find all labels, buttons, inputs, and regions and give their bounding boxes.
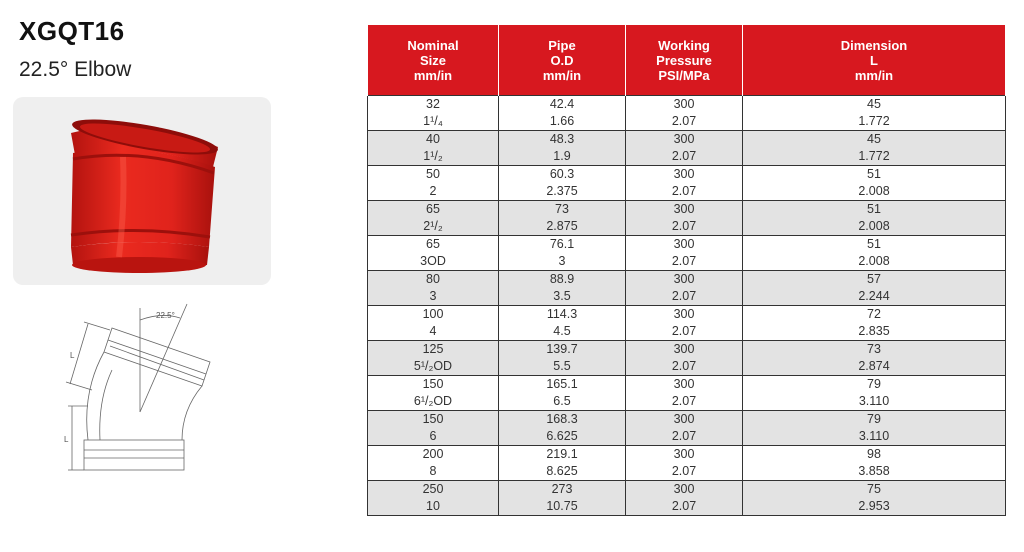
elbow-technical-drawing	[52, 300, 242, 510]
cell-od-imperial: 2.375	[499, 183, 626, 201]
table-row	[368, 393, 1006, 411]
cell-dimension-imperial: 2.953	[743, 498, 1006, 516]
table-row	[368, 218, 1006, 236]
cell-pressure-metric: 300	[626, 96, 743, 114]
cell-dimension-metric: 79	[743, 376, 1006, 394]
cell-pressure-metric: 300	[626, 166, 743, 184]
cell-pressure-imperial: 2.07	[626, 358, 743, 376]
cell-od-imperial: 2.875	[499, 218, 626, 236]
cell-od-imperial: 1.9	[499, 148, 626, 166]
cell-pressure-imperial: 2.07	[626, 323, 743, 341]
cell-od-imperial: 5.5	[499, 358, 626, 376]
header-line: Dimension	[840, 37, 908, 53]
cell-pressure-imperial: 2.07	[626, 148, 743, 166]
cell-od-metric: 168.3	[499, 411, 626, 429]
table-row	[368, 96, 1006, 114]
cell-od-imperial: 10.75	[499, 498, 626, 516]
cell-size-imperial: 2¹/₂	[368, 218, 499, 236]
product-photo	[13, 97, 271, 285]
cell-dimension-metric: 45	[743, 96, 1006, 114]
cell-pressure-imperial: 2.07	[626, 498, 743, 516]
cell-size-metric: 65	[368, 201, 499, 219]
specification-table	[367, 25, 1006, 516]
cell-od-metric: 48.3	[499, 131, 626, 149]
cell-pressure-metric: 300	[626, 271, 743, 289]
cell-size-imperial: 1¹/₂	[368, 148, 499, 166]
cell-size-imperial: 3	[368, 288, 499, 306]
header-line: L	[870, 52, 878, 68]
cell-size-imperial: 5¹/₂OD	[368, 358, 499, 376]
cell-dimension-imperial: 3.110	[743, 428, 1006, 446]
cell-size-metric: 32	[368, 96, 499, 114]
product-code: XGQT16	[19, 16, 125, 46]
cell-size-metric: 125	[368, 341, 499, 359]
product-name: 22.5° Elbow	[19, 58, 132, 81]
cell-od-imperial: 6.625	[499, 428, 626, 446]
table-row	[368, 498, 1006, 516]
cell-dimension-metric: 45	[743, 131, 1006, 149]
cell-pressure-imperial: 2.07	[626, 253, 743, 271]
cell-size-imperial: 6¹/₂OD	[368, 393, 499, 411]
cell-pressure-imperial: 2.07	[626, 218, 743, 236]
table-header-row	[368, 25, 1006, 96]
table-row	[368, 446, 1006, 464]
header-line: Pipe	[548, 37, 576, 53]
cell-size-metric: 150	[368, 411, 499, 429]
table-row	[368, 463, 1006, 481]
table-row	[368, 201, 1006, 219]
cell-dimension-imperial: 2.008	[743, 183, 1006, 201]
cell-pressure-metric: 300	[626, 446, 743, 464]
cell-size-metric: 40	[368, 131, 499, 149]
table-row	[368, 183, 1006, 201]
cell-size-metric: 65	[368, 236, 499, 254]
table-row	[368, 166, 1006, 184]
table-row	[368, 113, 1006, 131]
table-row	[368, 288, 1006, 306]
table-row	[368, 236, 1006, 254]
cell-size-metric: 200	[368, 446, 499, 464]
header-line: mm/in	[854, 67, 894, 83]
cell-od-imperial: 1.66	[499, 113, 626, 131]
cell-size-imperial: 10	[368, 498, 499, 516]
cell-size-metric: 250	[368, 481, 499, 499]
header-line: PSI/MPa	[658, 67, 710, 83]
header-dimension-l	[743, 25, 1006, 96]
cell-pressure-metric: 300	[626, 306, 743, 324]
cell-pressure-metric: 300	[626, 236, 743, 254]
table-row	[368, 271, 1006, 289]
cell-dimension-metric: 79	[743, 411, 1006, 429]
header-nominal-size	[368, 25, 499, 96]
header-working-pressure	[626, 25, 743, 96]
cell-dimension-metric: 51	[743, 201, 1006, 219]
dimension-label-lower: L	[64, 435, 69, 444]
cell-size-metric: 100	[368, 306, 499, 324]
cell-dimension-metric: 75	[743, 481, 1006, 499]
cell-pressure-metric: 300	[626, 481, 743, 499]
cell-size-imperial: 8	[368, 463, 499, 481]
cell-dimension-imperial: 2.835	[743, 323, 1006, 341]
cell-pressure-metric: 300	[626, 411, 743, 429]
cell-pressure-metric: 300	[626, 376, 743, 394]
cell-dimension-imperial: 1.772	[743, 148, 1006, 166]
cell-od-metric: 76.1	[499, 236, 626, 254]
cell-pressure-metric: 300	[626, 201, 743, 219]
header-line: Working	[658, 37, 710, 53]
elbow-photo-image	[13, 97, 271, 285]
cell-pressure-imperial: 2.07	[626, 113, 743, 131]
cell-od-imperial: 3	[499, 253, 626, 271]
cell-od-metric: 139.7	[499, 341, 626, 359]
cell-pressure-imperial: 2.07	[626, 428, 743, 446]
cell-dimension-metric: 73	[743, 341, 1006, 359]
cell-dimension-metric: 51	[743, 236, 1006, 254]
cell-dimension-imperial: 2.008	[743, 253, 1006, 271]
header-line: mm/in	[542, 67, 582, 83]
cell-od-metric: 60.3	[499, 166, 626, 184]
cell-od-imperial: 8.625	[499, 463, 626, 481]
cell-pressure-imperial: 2.07	[626, 393, 743, 411]
cell-size-metric: 150	[368, 376, 499, 394]
header-line: Size	[419, 52, 446, 68]
cell-od-imperial: 6.5	[499, 393, 626, 411]
table-row	[368, 323, 1006, 341]
cell-pressure-imperial: 2.07	[626, 463, 743, 481]
header-line: O.D	[550, 52, 574, 68]
cell-dimension-imperial: 3.110	[743, 393, 1006, 411]
table-row	[368, 306, 1006, 324]
cell-dimension-metric: 57	[743, 271, 1006, 289]
elbow-drawing-image	[52, 300, 242, 510]
header-pipe-od	[499, 25, 626, 96]
cell-dimension-metric: 72	[743, 306, 1006, 324]
header-line: mm/in	[413, 67, 453, 83]
table-row	[368, 428, 1006, 446]
cell-size-metric: 80	[368, 271, 499, 289]
cell-dimension-imperial: 3.858	[743, 463, 1006, 481]
cell-dimension-metric: 98	[743, 446, 1006, 464]
cell-size-imperial: 4	[368, 323, 499, 341]
cell-pressure-metric: 300	[626, 131, 743, 149]
cell-pressure-imperial: 2.07	[626, 183, 743, 201]
table-row	[368, 376, 1006, 394]
table-row	[368, 341, 1006, 359]
cell-size-imperial: 6	[368, 428, 499, 446]
cell-od-metric: 273	[499, 481, 626, 499]
header-line: Pressure	[656, 52, 712, 68]
cell-od-metric: 165.1	[499, 376, 626, 394]
cell-size-imperial: 2	[368, 183, 499, 201]
table-body	[368, 96, 1006, 516]
table-row	[368, 358, 1006, 376]
cell-dimension-imperial: 2.244	[743, 288, 1006, 306]
cell-od-metric: 114.3	[499, 306, 626, 324]
cell-size-imperial: 1¹/₄	[368, 113, 499, 131]
cell-pressure-imperial: 2.07	[626, 288, 743, 306]
cell-od-metric: 219.1	[499, 446, 626, 464]
angle-label: 22.5°	[156, 311, 175, 320]
table-row	[368, 411, 1006, 429]
cell-od-metric: 88.9	[499, 271, 626, 289]
cell-dimension-imperial: 2.008	[743, 218, 1006, 236]
cell-dimension-metric: 51	[743, 166, 1006, 184]
cell-od-imperial: 4.5	[499, 323, 626, 341]
table-row	[368, 481, 1006, 499]
cell-od-metric: 73	[499, 201, 626, 219]
dimension-label-upper: L	[70, 351, 75, 360]
table-row	[368, 253, 1006, 271]
cell-dimension-imperial: 2.874	[743, 358, 1006, 376]
cell-dimension-imperial: 1.772	[743, 113, 1006, 131]
cell-od-imperial: 3.5	[499, 288, 626, 306]
table-row	[368, 148, 1006, 166]
cell-size-imperial: 3OD	[368, 253, 499, 271]
table-row	[368, 131, 1006, 149]
header-line: Nominal	[407, 37, 459, 53]
cell-od-metric: 42.4	[499, 96, 626, 114]
cell-size-metric: 50	[368, 166, 499, 184]
cell-pressure-metric: 300	[626, 341, 743, 359]
